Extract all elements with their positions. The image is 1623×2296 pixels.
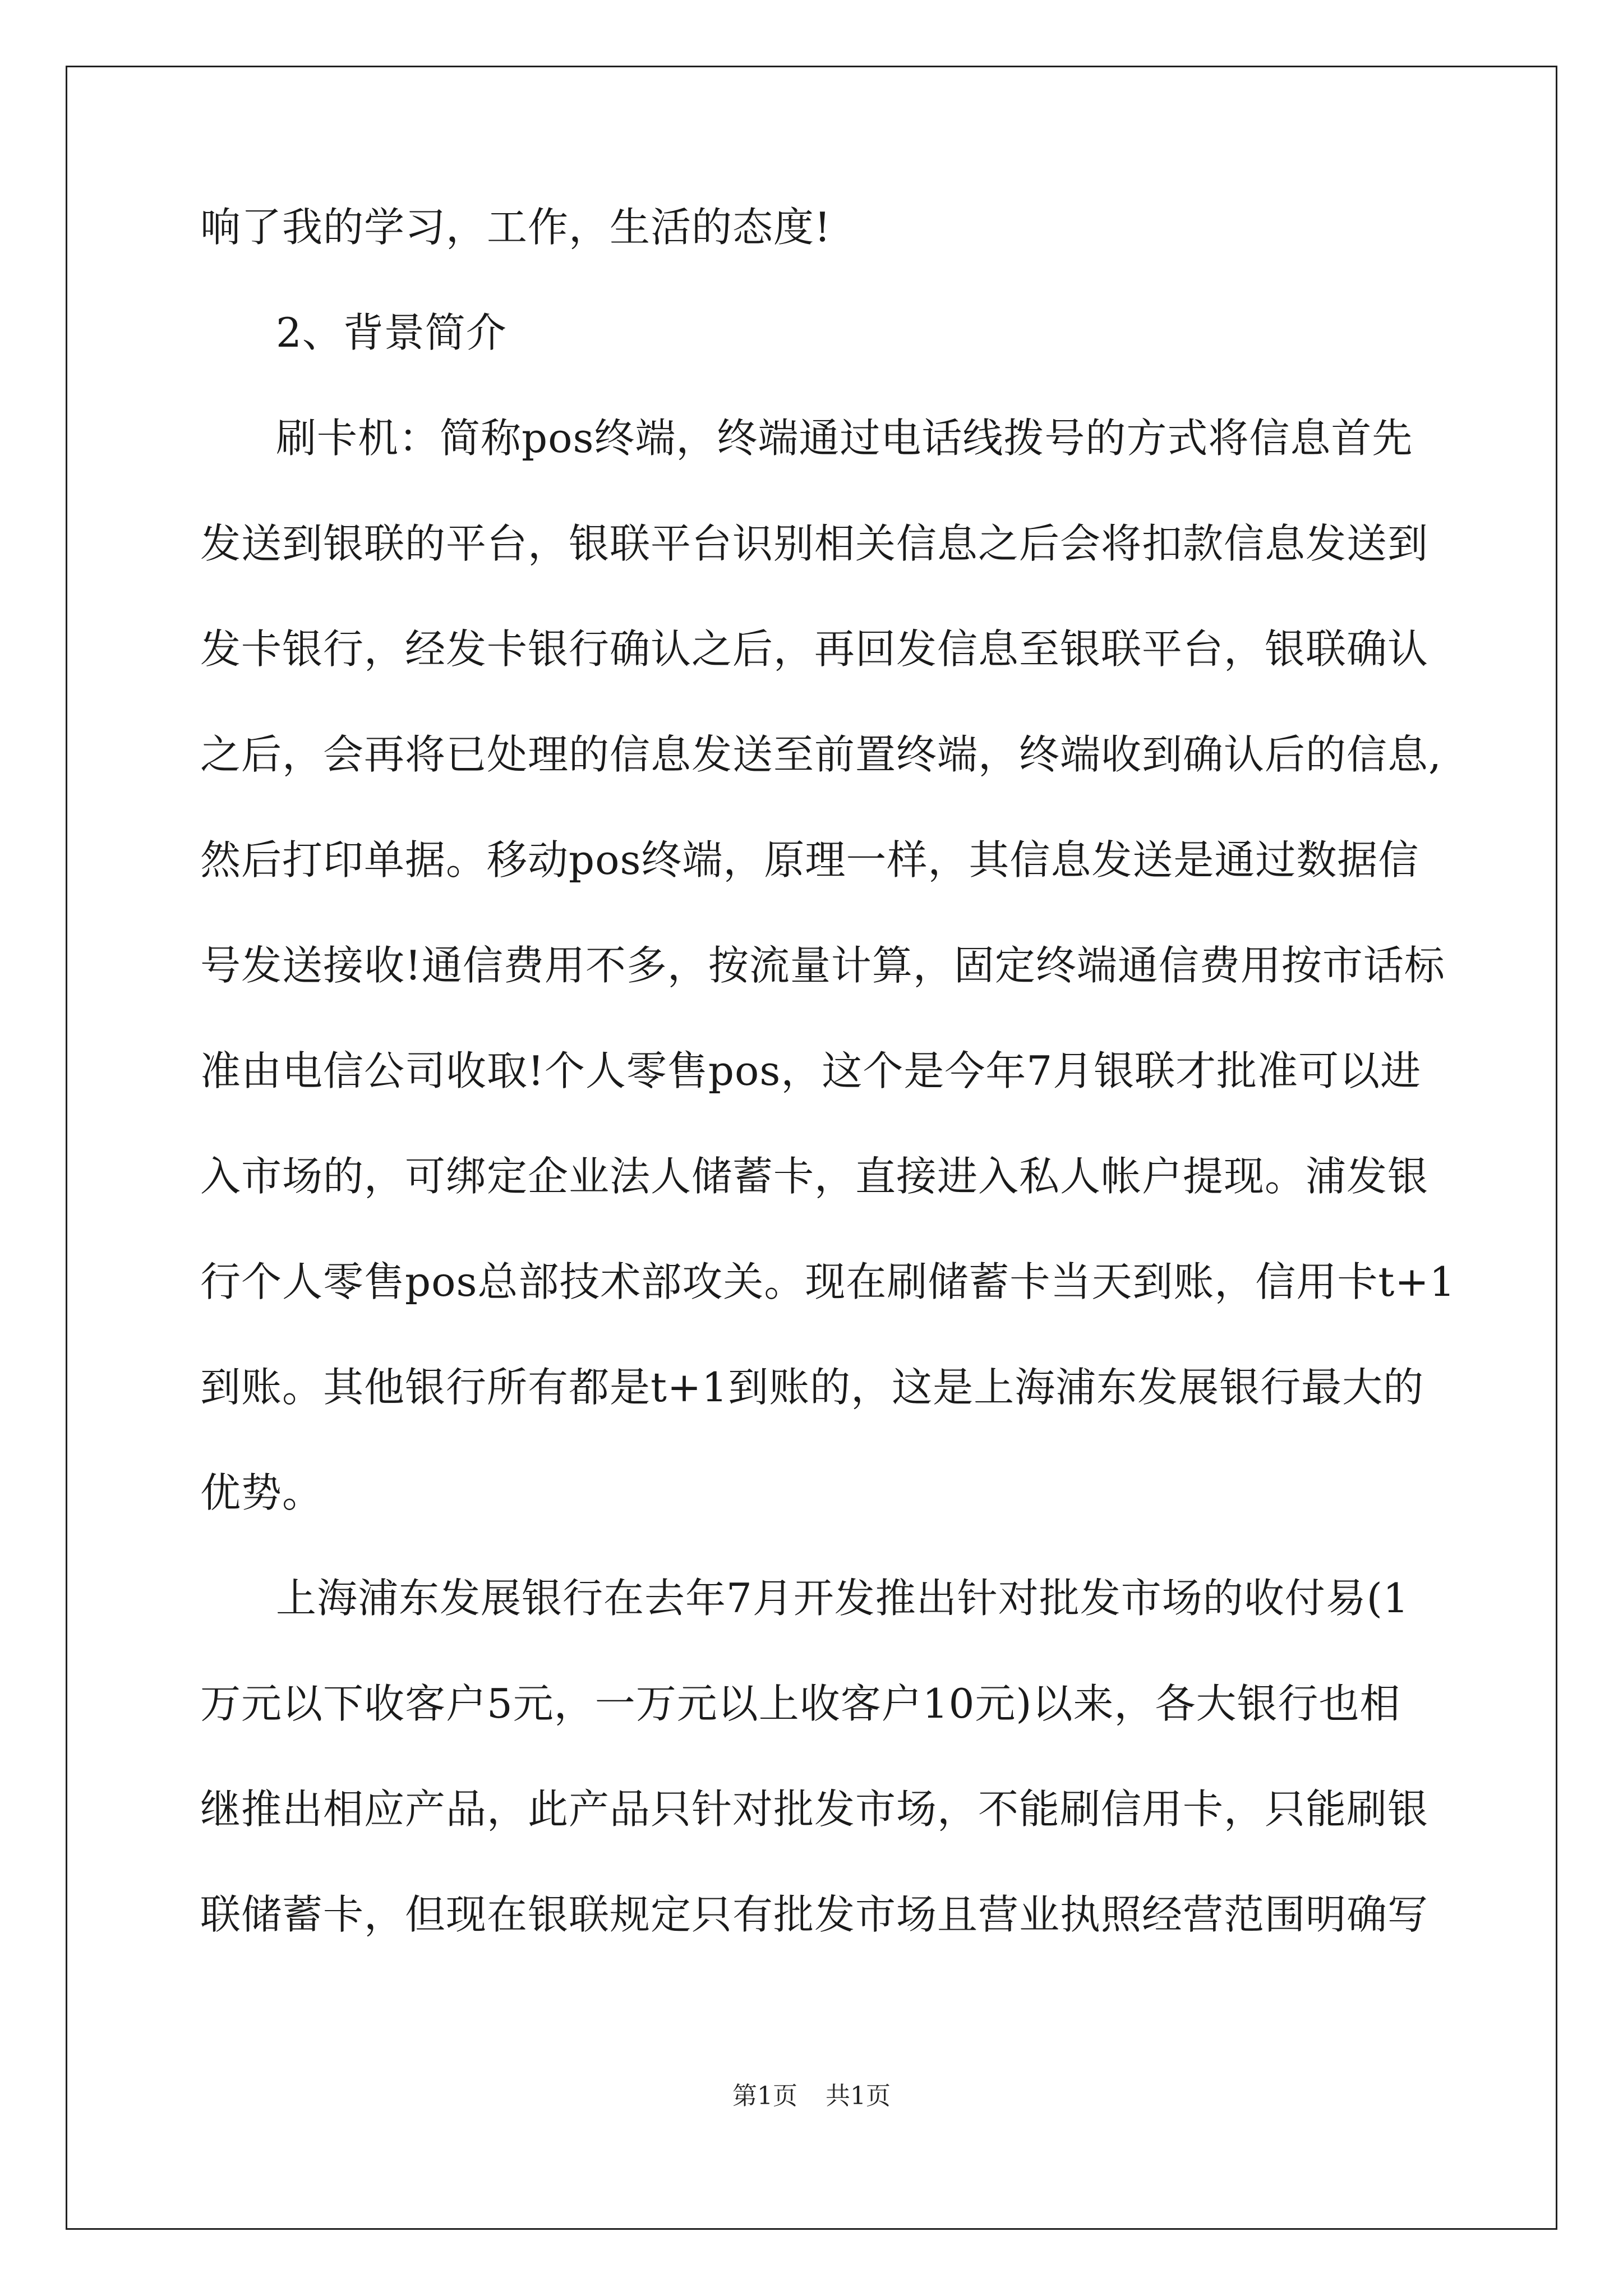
page-number: 第1页 [732, 2082, 797, 2110]
text-line: 联储蓄卡，但现在银联规定只有批发市场且营业执照经营范围明确写 [200, 1891, 1429, 1938]
text-line: 号发送接收!通信费用不多，按流量计算，固定终端通信费用按市话标 [200, 942, 1445, 989]
text-line: 发卡银行，经发卡银行确认之后，再回发信息至银联平台，银联确认 [200, 625, 1429, 673]
page-total: 共1页 [826, 2082, 891, 2110]
text-line: 响了我的学习，工作，生活的态度! [200, 204, 831, 251]
text-line: 优势。 [200, 1469, 324, 1516]
text-line: 上海浦东发展银行在去年7月开发推出针对批发市场的收付易(1 [276, 1575, 1409, 1622]
text-line: 然后打印单据。移动pos终端，原理一样，其信息发送是通过数据信 [200, 836, 1419, 884]
section-heading: 2、背景简介 [276, 309, 507, 356]
text-line: 之后，会再将已处理的信息发送至前置终端，终端收到确认后的信息, [200, 731, 1442, 778]
text-line: 继推出相应产品，此产品只针对批发市场，不能刷信用卡，只能刷银 [200, 1786, 1429, 1833]
text-line: 发送到银联的平台，银联平台识别相关信息之后会将扣款信息发送到 [200, 520, 1429, 567]
text-line: 入市场的，可绑定企业法人储蓄卡，直接进入私人帐户提现。浦发银 [200, 1153, 1429, 1200]
text-line: 行个人零售pos总部技术部攻关。现在刷储蓄卡当天到账，信用卡t+1 [200, 1258, 1456, 1305]
text-line: 准由电信公司收取!个人零售pos，这个是今年7月银联才批准可以进 [200, 1047, 1422, 1094]
page-footer [0, 2079, 1623, 2113]
text-line: 到账。其他银行所有都是t+1到账的，这是上海浦东发展银行最大的 [200, 1364, 1424, 1411]
text-line: 刷卡机：简称pos终端，终端通过电话线拨号的方式将信息首先 [276, 415, 1413, 462]
text-line: 万元以下收客户5元，一万元以上收客户10元)以来，各大银行也相 [200, 1680, 1401, 1727]
